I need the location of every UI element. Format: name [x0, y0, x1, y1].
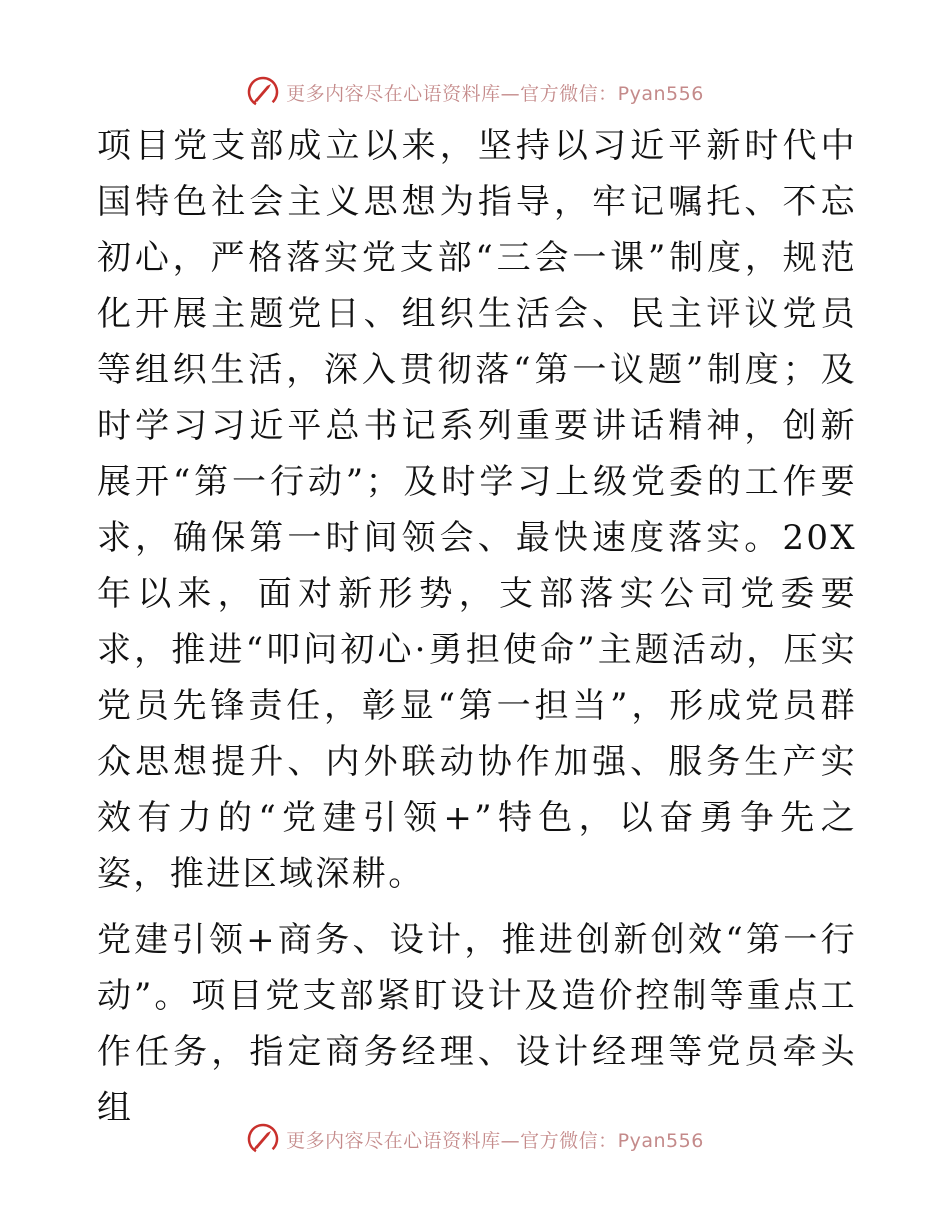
watermark-text: 更多内容尽在心语资料库—官方微信：Pyan556	[286, 82, 704, 105]
quill-pen-logo-icon	[246, 75, 280, 109]
document-body	[97, 118, 857, 1136]
paragraph: 项目党支部成立以来，坚持以习近平新时代中国特色社会主义思想为指导，牢记嘱托、不忘初心，严格落实党支部“三会一课”制度，规范化开展主题党日、组织生活会、民主评议党员等组织生活，深入贯彻落“第一议题”制度；及时学习习近平总书记系列重要讲话精神，创新展开“第一行动”；及时学习上级党委的工作要求，确保第一时间领会、最快速度落实。20X年以来，面对新形势，支部落实公司党委要求，推进“叩问初心·勇担使命”主题活动，压实党员先锋责任，彰显“第一担当”，形成党员群众思想提升、内外联动协作加强、服务生产实效有力的“党建引领+”特色，以奋勇争先之姿，推进区域深耕。	[97, 126, 857, 894]
header-watermark	[0, 72, 950, 112]
quill-pen-logo-icon	[246, 1122, 280, 1156]
paragraph: 党建引领+商务、设计，推进创新创效“第一行动”。项目党支部紧盯设计及造价控制等重点工作任务，指定商务经理、设计经理等党员牵头组	[97, 920, 857, 1128]
watermark-text: 更多内容尽在心语资料库—官方微信：Pyan556	[286, 1129, 704, 1152]
footer-watermark	[0, 1119, 950, 1159]
